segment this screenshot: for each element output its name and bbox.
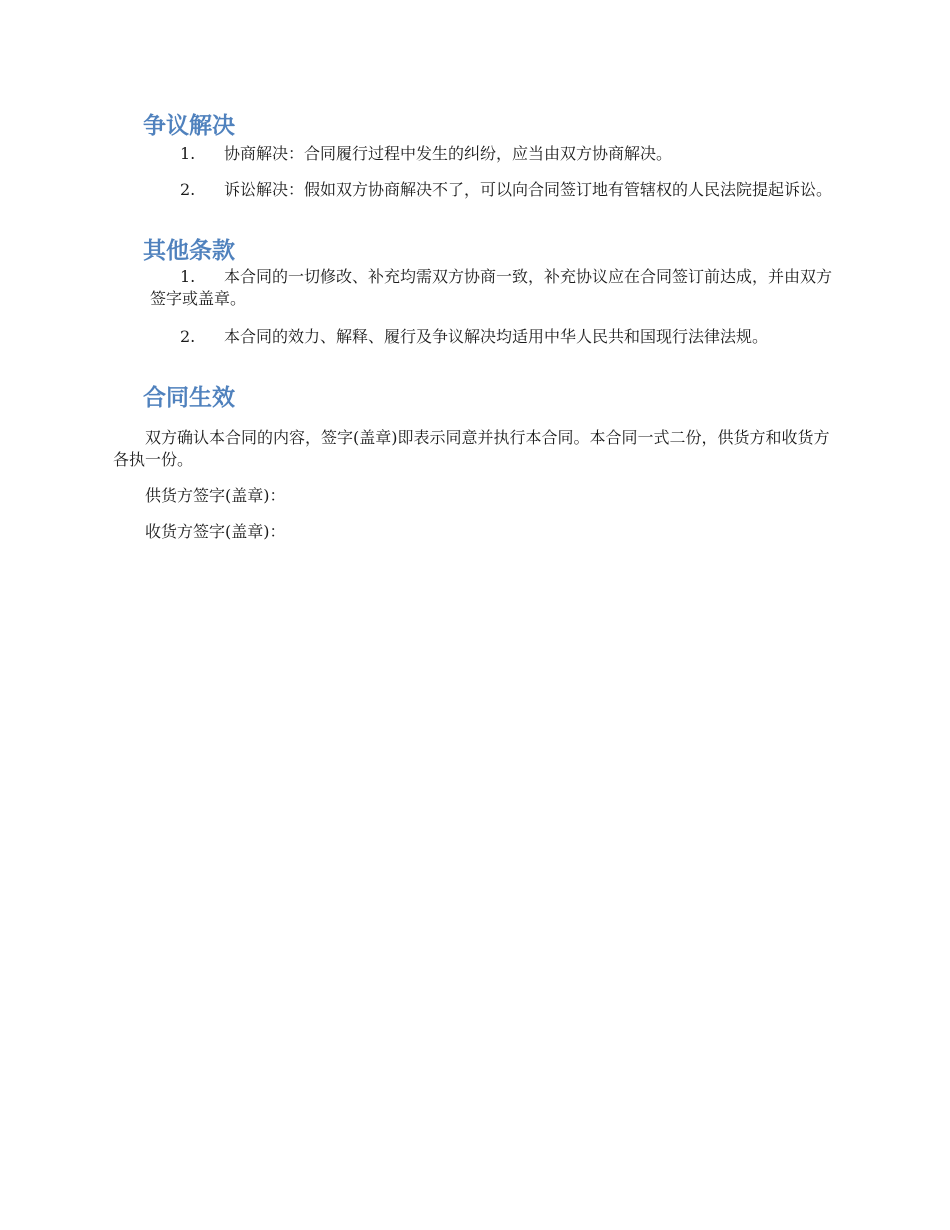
- receiver-signature-label: 收货方签字(盖章)：: [145, 522, 286, 541]
- supplier-signature-label: 供货方签字(盖章)：: [145, 486, 286, 505]
- list-item-number: 1.: [180, 144, 196, 163]
- section-heading-other-terms: 其他条款: [143, 238, 235, 264]
- list-item-text: 本合同的效力、解释、履行及争议解决均适用中华人民共和国现行法律法规。: [224, 327, 769, 346]
- list-item: [150, 143, 840, 165]
- list-item: [150, 179, 840, 201]
- list-item: [150, 266, 840, 310]
- list-item-number: 2.: [180, 327, 196, 346]
- section-heading-dispute: 争议解决: [143, 113, 235, 139]
- list-item: [150, 326, 840, 348]
- effectiveness-paragraph: 双方确认本合同的内容，签字(盖章)即表示同意并执行本合同。本合同一式二份，供货方和收货方各执一份。: [113, 428, 830, 469]
- section-heading-effectiveness: 合同生效: [143, 385, 235, 411]
- list-item-text: 诉讼解决：假如双方协商解决不了，可以向合同签订地有管辖权的人民法院提起诉讼。: [224, 180, 833, 199]
- list-item-number: 2.: [180, 180, 196, 199]
- list-item-text: 本合同的一切修改、补充均需双方协商一致，补充协议应在合同签订前达成，并由双方签字或盖章。: [150, 267, 833, 308]
- list-item-text: 协商解决：合同履行过程中发生的纠纷，应当由双方协商解决。: [224, 144, 673, 163]
- list-item-number: 1.: [180, 267, 196, 286]
